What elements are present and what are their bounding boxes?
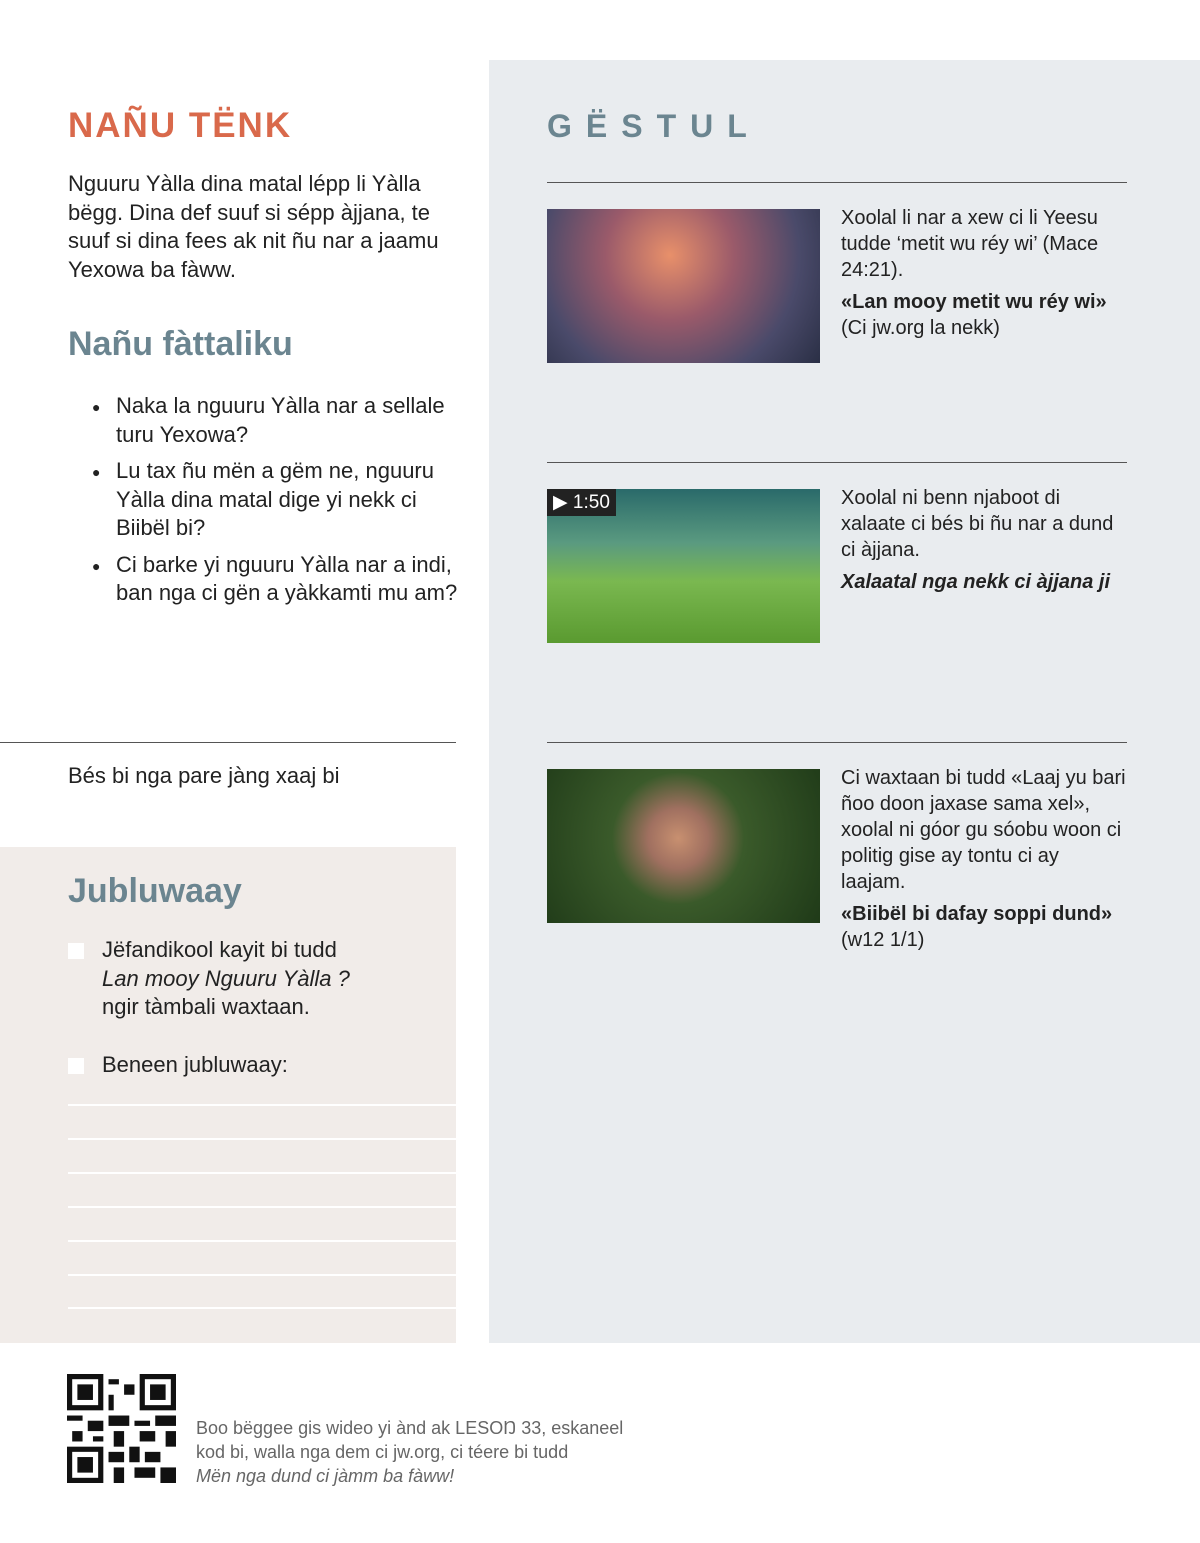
goals-title: Jubluwaay [68,872,242,910]
qr-code[interactable] [67,1374,176,1483]
write-line[interactable] [68,1172,456,1174]
article-link[interactable]: «Lan mooy metit wu réy wi» [841,291,1107,313]
write-line[interactable] [68,1206,456,1208]
summary-text: Nguuru Yàlla dina matal lépp li Yàlla bëgg. Dina def suuf si sépp àjjana, te suuf si dina fees ak nit ñu nar a jaamu Yexowa ba fàww. [68,171,439,282]
goals-box [0,847,456,1343]
play-icon: ▶ [553,492,568,513]
write-line[interactable] [68,1104,456,1106]
divider [547,742,1127,743]
article-source: (w12 1/1) [841,929,925,951]
write-line[interactable] [68,1138,456,1140]
footer-line: kod bi, walla nga dem ci jw.org, ci téere bi tudd [196,1442,569,1462]
question-item: ● Ci barke yi nguuru Yàlla nar a indi, ban nga ci gën a yàkkamti mu am? [92,551,462,608]
write-line[interactable] [68,1307,456,1309]
lesson-summary-title: NAÑU TËNK [68,106,293,145]
video-thumbnail-paradise[interactable] [547,489,820,643]
divider [547,462,1127,463]
divider [547,182,1127,183]
study-description: Ci waxtaan bi tudd «Laaj yu bari ñoo doon jaxase sama xel», xoolal ni góor gu sóobu woon ci politig gise ay tontu ci ay laajam. [841,767,1126,893]
goal-text [102,936,350,1022]
goal-line: ngir tàmbali waxtaan. [102,994,310,1019]
article-image-man-portrait[interactable] [547,769,820,923]
review-questions [92,392,462,616]
write-line[interactable] [68,1240,456,1242]
video-link[interactable]: Xalaatal nga nekk ci àjjana ji [841,571,1111,593]
study-description: Xoolal ni benn njaboot di xalaate ci bés bi ñu nar a dund ci àjjana. [841,487,1114,561]
question-item: ● Lu tax ñu mën a gëm ne, nguuru Yàlla dina matal dige yi nekk ci Biibël bi? [92,457,462,543]
other-goal-label: Beneen jubluwaay: [102,1052,288,1077]
footer-note [196,1416,623,1488]
video-duration [547,489,616,516]
question-item: ● Naka la nguuru Yàlla nar a sellale turu Yexowa? [92,392,462,449]
goal-line: Jëfandikool kayit bi tudd [102,937,337,962]
goal-checkbox[interactable] [68,943,84,959]
completion-date-label: Bés bi nga pare jàng xaaj bi [68,763,340,788]
article-image-great-tribulation[interactable] [547,209,820,363]
footer-line: Boo bëggee gis wideo yi ànd ak LESOŊ 33, eskaneel [196,1418,624,1438]
divider [0,742,456,743]
article-source: (Ci jw.org la nekk) [841,317,1000,339]
book-title: Mën nga dund ci jàmm ba fàww! [196,1466,455,1486]
write-line[interactable] [68,1274,456,1276]
study-item [841,485,1126,595]
study-item [841,765,1126,953]
duration-text: 1:50 [572,492,610,513]
study-item [841,205,1126,341]
article-link[interactable]: «Biibël bi dafay soppi dund» [841,903,1113,925]
review-title: Nañu fàttaliku [68,325,293,363]
further-study-title: GËSTUL [547,108,761,144]
brochure-title: Lan mooy Nguuru Yàlla ? [102,965,350,991]
goal-checkbox[interactable] [68,1058,84,1074]
study-description: Xoolal li nar a xew ci li Yeesu tudde ‘metit wu réy wi’ (Mace 24:21). [841,207,1099,281]
